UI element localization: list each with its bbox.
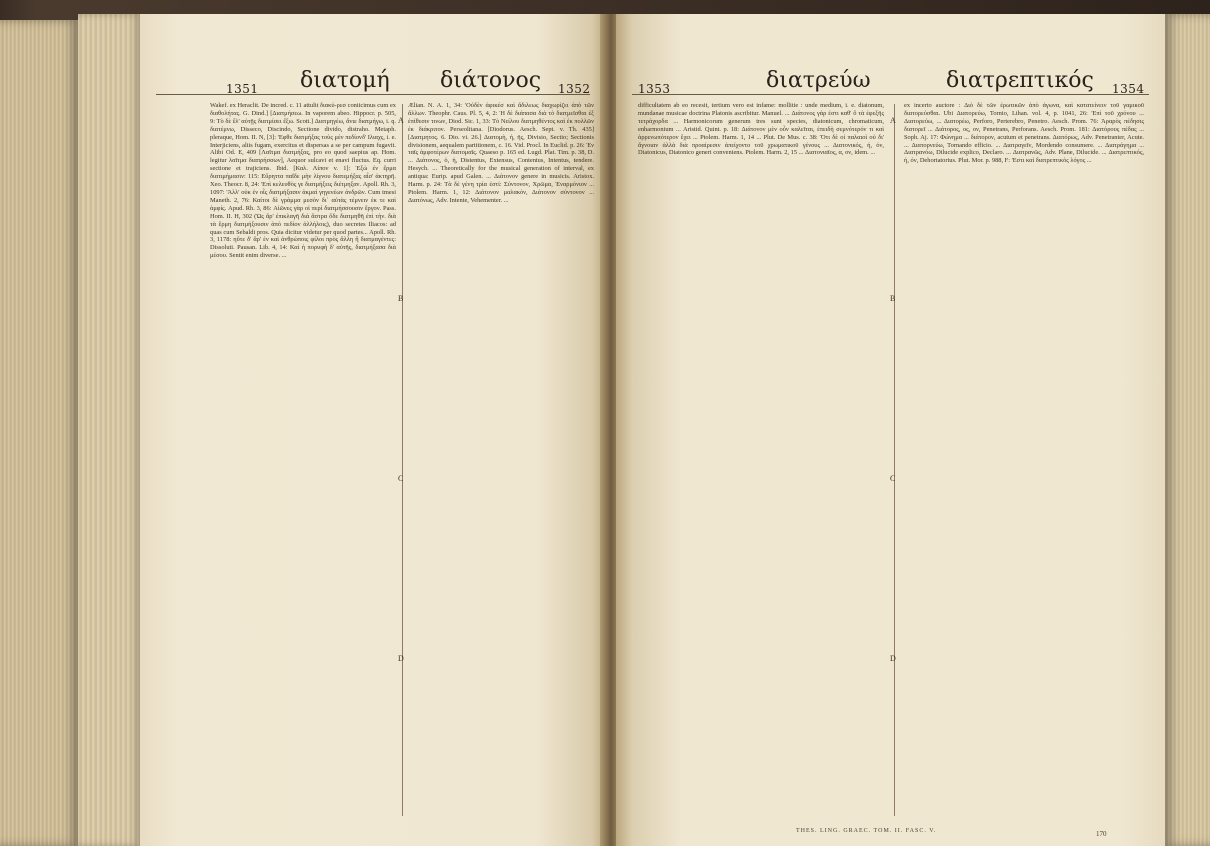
header-rule [632, 94, 1149, 95]
running-headword: διατρεπτικός [946, 68, 1094, 93]
page-stack-right [1165, 14, 1210, 846]
left-page-header [140, 68, 606, 102]
left-page [140, 14, 606, 846]
margin-letter: A [890, 116, 896, 125]
column-divider [402, 104, 403, 816]
margin-letter: C [890, 474, 896, 483]
page-number: 1353 [638, 82, 671, 96]
page-number: 1352 [558, 82, 591, 96]
page-number: 1354 [1112, 82, 1145, 96]
running-headword: διάτονος [440, 68, 542, 93]
signature-line: THES. LING. GRAEC. TOM. II. FASC. V. [796, 828, 937, 834]
page-stack-left [0, 20, 78, 846]
right-page [616, 14, 1165, 846]
running-headword: διατρεύω [766, 68, 871, 93]
text-column-1: Wakef. ex Heraclit. De incred. c. 11 attulit διακύ-ρεσ coniicimus cum ex διαθολήτας. G. Dind.] [Διατμήσεω. In vaporem abeo. Hippocr. p. 505, 9: Τὸ δὲ ἔλ' αὐτῇς διατμίσει ἔξω. Scott.] Διατμηγέω, ἄνιε διατμήγω, i. q. διατέμνω, Disseco, Discindo, Sectione divido, distraho. Metaph. pleraque, Hom. II. Ν, [3]: 'Εφθε διατμήξας τοὺς μὲν πεδίονδ' Ιλιαχς, i. e. Interjiciens, aliis fugam, exercitus et dispersas a se per campum fugavit. Alibi Od. Ε, 409 [Λαῖτμα διατμήξας, pro eo quod saepius ap. Hom. legitur λαῖτμα διαπρήσσων], Aequor sulcavi et enavi fluctus. Eq. curri sectione et trajiciens. Ibid. [Καλ. Λίπον v. 1]: Ἐξὼ ἐν ἔρμα διατιμήμασιν: 115: Εὔρηττα παΐδε μὴν λίγνου διατεμήξας αἶσ' ἀκτηρῆ. Xeo. Theocr. 8, 24: 'Επὶ κελευθὸς γε διατμήξεις διέτμηξαν. Apoll. Rh. 3, 1097: 'Ἀλλ' οὐκ ἐν οἷς διατμήξασιν ἀκμαὶ γηγενέων ἀνδρῶν. Cum tmesi Maneth. 2, 76: Καίτοι δὲ γράμμα μεσὸν δι᾽ αὐτὰς τέμνειν ἐκ τε καὶ ἀμφίς. Apud. Rh. 3, 86: Αἰῶνες γὰρ οἱ περὶ διατμήσσουσιν ἔργον. Pass. Hom. II. Η, 302 (Ὠς ἄρ' ἐπικλαγῆ διὰ ἄστρα ὅδε διατμηθῆ ἐπὶ τὴν. διὰ τὰ ἔρμη διατμήξουσιν ἀπὸ πεδίον ἀλλήλοις), duo secretes Iliacos: ad quas cum Sebaldi pros. Quia dicitur videtur per quod partes... Apoll. Rh. 3, 1178: ηὔτε δ' ἄρ' ἐν καὶ ἀνθρώποις φίλοι πρὸς ἅλλη ἢ διατμαγέντες: Dissoluti. Pausan. Lib. 4, 14: Καὶ ἡ πορυφὴ δ' αὐτῆς, διατμήξασα διὰ μέσου. Sentit enim diverse. ... [210, 102, 396, 260]
margin-letter: D [398, 654, 404, 663]
folio-number: 170 [1096, 830, 1107, 838]
margin-letter: C [398, 474, 404, 483]
margin-letter: A [398, 116, 404, 125]
margin-letter: B [398, 294, 404, 303]
page-number: 1351 [226, 82, 259, 96]
margin-letter: B [890, 294, 896, 303]
running-headword: διατομή [300, 68, 390, 93]
margin-letter: D [890, 654, 896, 663]
column-divider [894, 104, 895, 816]
page-stack-inner-left [78, 14, 140, 846]
header-rule [156, 94, 590, 95]
text-column-2: Ælian. N. A. 1, 34: 'Οὐδὲν ἀφικέσ καὶ ἄδιλεως διαχωρίζει ἀπὸ τῶν ἄλλων. Theophr. Caus. Pl. 5, 4, 2: Ἡ δὲ διάπασα διὰ τὸ διατμεῖσθαι ἐξ ἐπίθεσιν τινων, Diod. Sic. 1, 33: Τὸ Νείλου διατμηθέντος καὶ ἐκ πολλῶν ἐκ διάκριτον. Perseolitana. [Diodorus. Aesch. Sept. v. Th. 435] [Διατμητος. 6. Dio. vi. 26.] Διατομὴ, ἡ, ῆς, Divisio, Sectio; Sectionis divisionem, aequalem partitionem, c. 16. Vid. Procl. In Euclid. p. 26: Ἐν ταῖς ἀμφοτέρων διατομαῖς. Quaeso p. 165 ed. Lugd. Plat. Tim. p. 38, D. ... Διάτονος, ὁ, ἡ, Distentus, Extensus, Contentus, Intentus, tendere. Hesych. ... Theoretically for the musical generation of interval, ex antiqua: Eurip. apud Galen. ... Διάτονον genere in musicis. Aristox. Harm. p. 24: Τὰ δὲ γένη τρία ἐστί: Σύντονον, Χρῶμα, Ἐναρμόνιον ... Ptolem. Harm. 1, 12: Διάτονον μαλακόν, Διάτονον σύντονον ... Διατόνως, Adv. Intente, Vehementer. ... [408, 102, 594, 204]
text-column-1: difficultatem ab eo recesit, tertium vero est infame: mollitie : unde medium, i. e. diatonum, mundanae musicae doctrina Platonis ascribitur. Manuel. ... Διάτονος γάρ ἐστι καθ' ὃ τὰ ἐφεξῆς τετράχορδα ... Harmonicorum generum tres sunt species, diatonicum, chromaticum, enharmonium ... Aristid. Quint. p. 18: Διάτονον μὲν οὖν καλεῖται, ἐπειδὴ σεμνότερόν τι καὶ ἀρρενωπότερον ἔχει ... Ptolem. Harm. 1, 14 ... Plut. De Mus. c. 38: Ὅτι δὲ οἱ παλαιοὶ οὐ δι' ἄγνοιαν ἀλλὰ διὰ προαίρεσιν ἀπείχοντο τοῦ χρωματικοῦ γένους ... Διατονικός, ή, όν, Diatonicus, Diatonico generi conveniens. Ptolem. Harm. 2, 15 ... Διατονιαῖος, α, ον, idem. ... [638, 102, 884, 157]
right-page-header [616, 68, 1165, 102]
text-column-2: ex incerto auctore : Διὸ δὲ τῶν ἐρωτικῶν ἀπὸ ἀγωνα, καὶ κατατείνειν τοῦ γαμικοῦ διατορεύσθαι. Ubi Διατορεύω, Tornio, Lihan. vol. 4, p. 1041, 26: 'Επὶ τοῦ χρόνου ... Διατορεύω, ... Διατορέω, Perforo, Perterebro, Penetro. Aesch. Prom. 76: Ἀραρὸς πέδησις διατορεῖ ... Διάτορος, ος, ον, Penetrans, Perforans. Aesch. Prom. 181: Διατόρους πέδας ... Soph. Aj. 17: Φώνημα ... διάτορον, acutum et penetrans. Διατόρως, Adv. Penetranter, Acute. ... Διατορνεύω, Tornando efficio. ... Διατραγεῖν, Mordendo consumere. ... Διατράγημα ... Διατρανόω, Dilucide explico, Declaro. ... Διατρανῶς, Adv. Plane, Dilucide. ... Διατρεπτικός, ή, όν, Dehortatorius. Plut. Mor. p. 988, F: 'Εστι καὶ διατρεπτικὸς λόγος ... [904, 102, 1144, 165]
